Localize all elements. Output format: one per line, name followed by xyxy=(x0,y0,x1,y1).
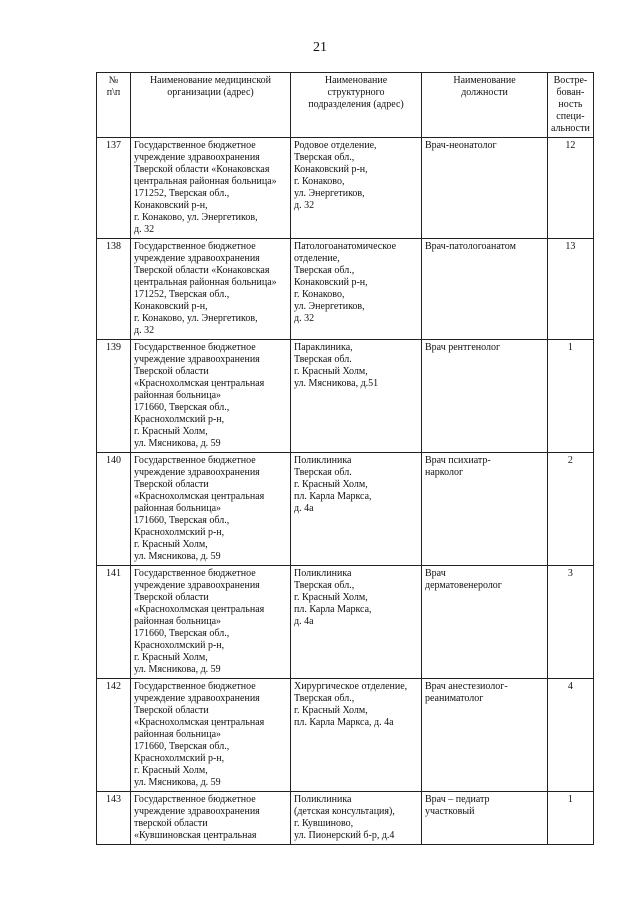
header-subdivision: Наименование структурного подразделения (адрес) xyxy=(291,73,422,138)
row-position: Врач психиатр- нарколог xyxy=(422,453,548,566)
row-demand: 1 xyxy=(548,340,594,453)
row-position: Врач рентгенолог xyxy=(422,340,548,453)
row-position: Врач – педиатр участковый xyxy=(422,792,548,845)
table-header-row xyxy=(97,73,594,138)
row-subdivision: Поликлиника (детская консультация), г. Кувшиново, ул. Пионерский б-р, д.4 xyxy=(291,792,422,845)
row-number: 141 xyxy=(97,566,131,679)
row-organization: Государственное бюджетное учреждение здравоохранения Тверской области «Краснохолмская центральная районная больница» 171660, Тверская обл., Краснохолмский р-н, г. Красный Холм, ул. Мясникова, д. 59 xyxy=(131,340,291,453)
row-subdivision: Поликлиника Тверская обл., г. Красный Холм, пл. Карла Маркса, д. 4а xyxy=(291,566,422,679)
row-position: Врач-неонатолог xyxy=(422,138,548,239)
row-organization: Государственное бюджетное учреждение здравоохранения Тверской области «Краснохолмская центральная районная больница» 171660, Тверская обл., Краснохолмский р-н, г. Красный Холм, ул. Мясникова, д. 59 xyxy=(131,453,291,566)
row-number: 143 xyxy=(97,792,131,845)
row-organization: Государственное бюджетное учреждение здравоохранения Тверской области «Конаковская центральная районная больница» 171252, Тверская обл., Конаковский р-н, г. Конаково, ул. Энергетиков, д. 32 xyxy=(131,239,291,340)
row-demand: 12 xyxy=(548,138,594,239)
header-number: № п\п xyxy=(97,73,131,138)
row-number: 142 xyxy=(97,679,131,792)
row-demand: 2 xyxy=(548,453,594,566)
row-organization: Государственное бюджетное учреждение здравоохранения Тверской области «Конаковская центральная районная больница» 171252, Тверская обл., Конаковский р-н, г. Конаково, ул. Энергетиков, д. 32 xyxy=(131,138,291,239)
header-position: Наименование должности xyxy=(422,73,548,138)
table-row xyxy=(97,566,594,679)
row-position: Врач дерматовенеролог xyxy=(422,566,548,679)
row-subdivision: Параклиника, Тверская обл. г. Красный Холм, ул. Мясникова, д.51 xyxy=(291,340,422,453)
vacancy-table xyxy=(96,72,594,845)
row-demand: 3 xyxy=(548,566,594,679)
row-organization: Государственное бюджетное учреждение здравоохранения Тверской области «Краснохолмская центральная районная больница» 171660, Тверская обл., Краснохолмский р-н, г. Красный Холм, ул. Мясникова, д. 59 xyxy=(131,679,291,792)
row-organization: Государственное бюджетное учреждение здравоохранения тверской области «Кувшиновская центральная xyxy=(131,792,291,845)
table-row xyxy=(97,679,594,792)
table-row xyxy=(97,453,594,566)
row-demand: 4 xyxy=(548,679,594,792)
table-row xyxy=(97,239,594,340)
header-organization: Наименование медицинской организации (адрес) xyxy=(131,73,291,138)
row-subdivision: Хирургическое отделение, Тверская обл., г. Красный Холм, пл. Карла Маркса, д. 4а xyxy=(291,679,422,792)
page-number: 21 xyxy=(313,40,327,55)
row-number: 138 xyxy=(97,239,131,340)
row-subdivision: Патологоанатомическое отделение, Тверская обл., Конаковский р-н, г. Конаково, ул. Энергетиков, д. 32 xyxy=(291,239,422,340)
row-demand: 1 xyxy=(548,792,594,845)
table-row xyxy=(97,792,594,845)
header-demand: Востре- бован- ность специ- альности xyxy=(548,73,594,138)
row-position: Врач анестезиолог- реаниматолог xyxy=(422,679,548,792)
row-subdivision: Родовое отделение, Тверская обл., Конаковский р-н, г. Конаково, ул. Энергетиков, д. 32 xyxy=(291,138,422,239)
row-demand: 13 xyxy=(548,239,594,340)
row-subdivision: Поликлиника Тверская обл. г. Красный Холм, пл. Карла Маркса, д. 4а xyxy=(291,453,422,566)
row-organization: Государственное бюджетное учреждение здравоохранения Тверской области «Краснохолмская центральная районная больница» 171660, Тверская обл., Краснохолмский р-н, г. Красный Холм, ул. Мясникова, д. 59 xyxy=(131,566,291,679)
table-row xyxy=(97,340,594,453)
row-number: 139 xyxy=(97,340,131,453)
row-number: 137 xyxy=(97,138,131,239)
row-number: 140 xyxy=(97,453,131,566)
table-row xyxy=(97,138,594,239)
row-position: Врач-патологоанатом xyxy=(422,239,548,340)
